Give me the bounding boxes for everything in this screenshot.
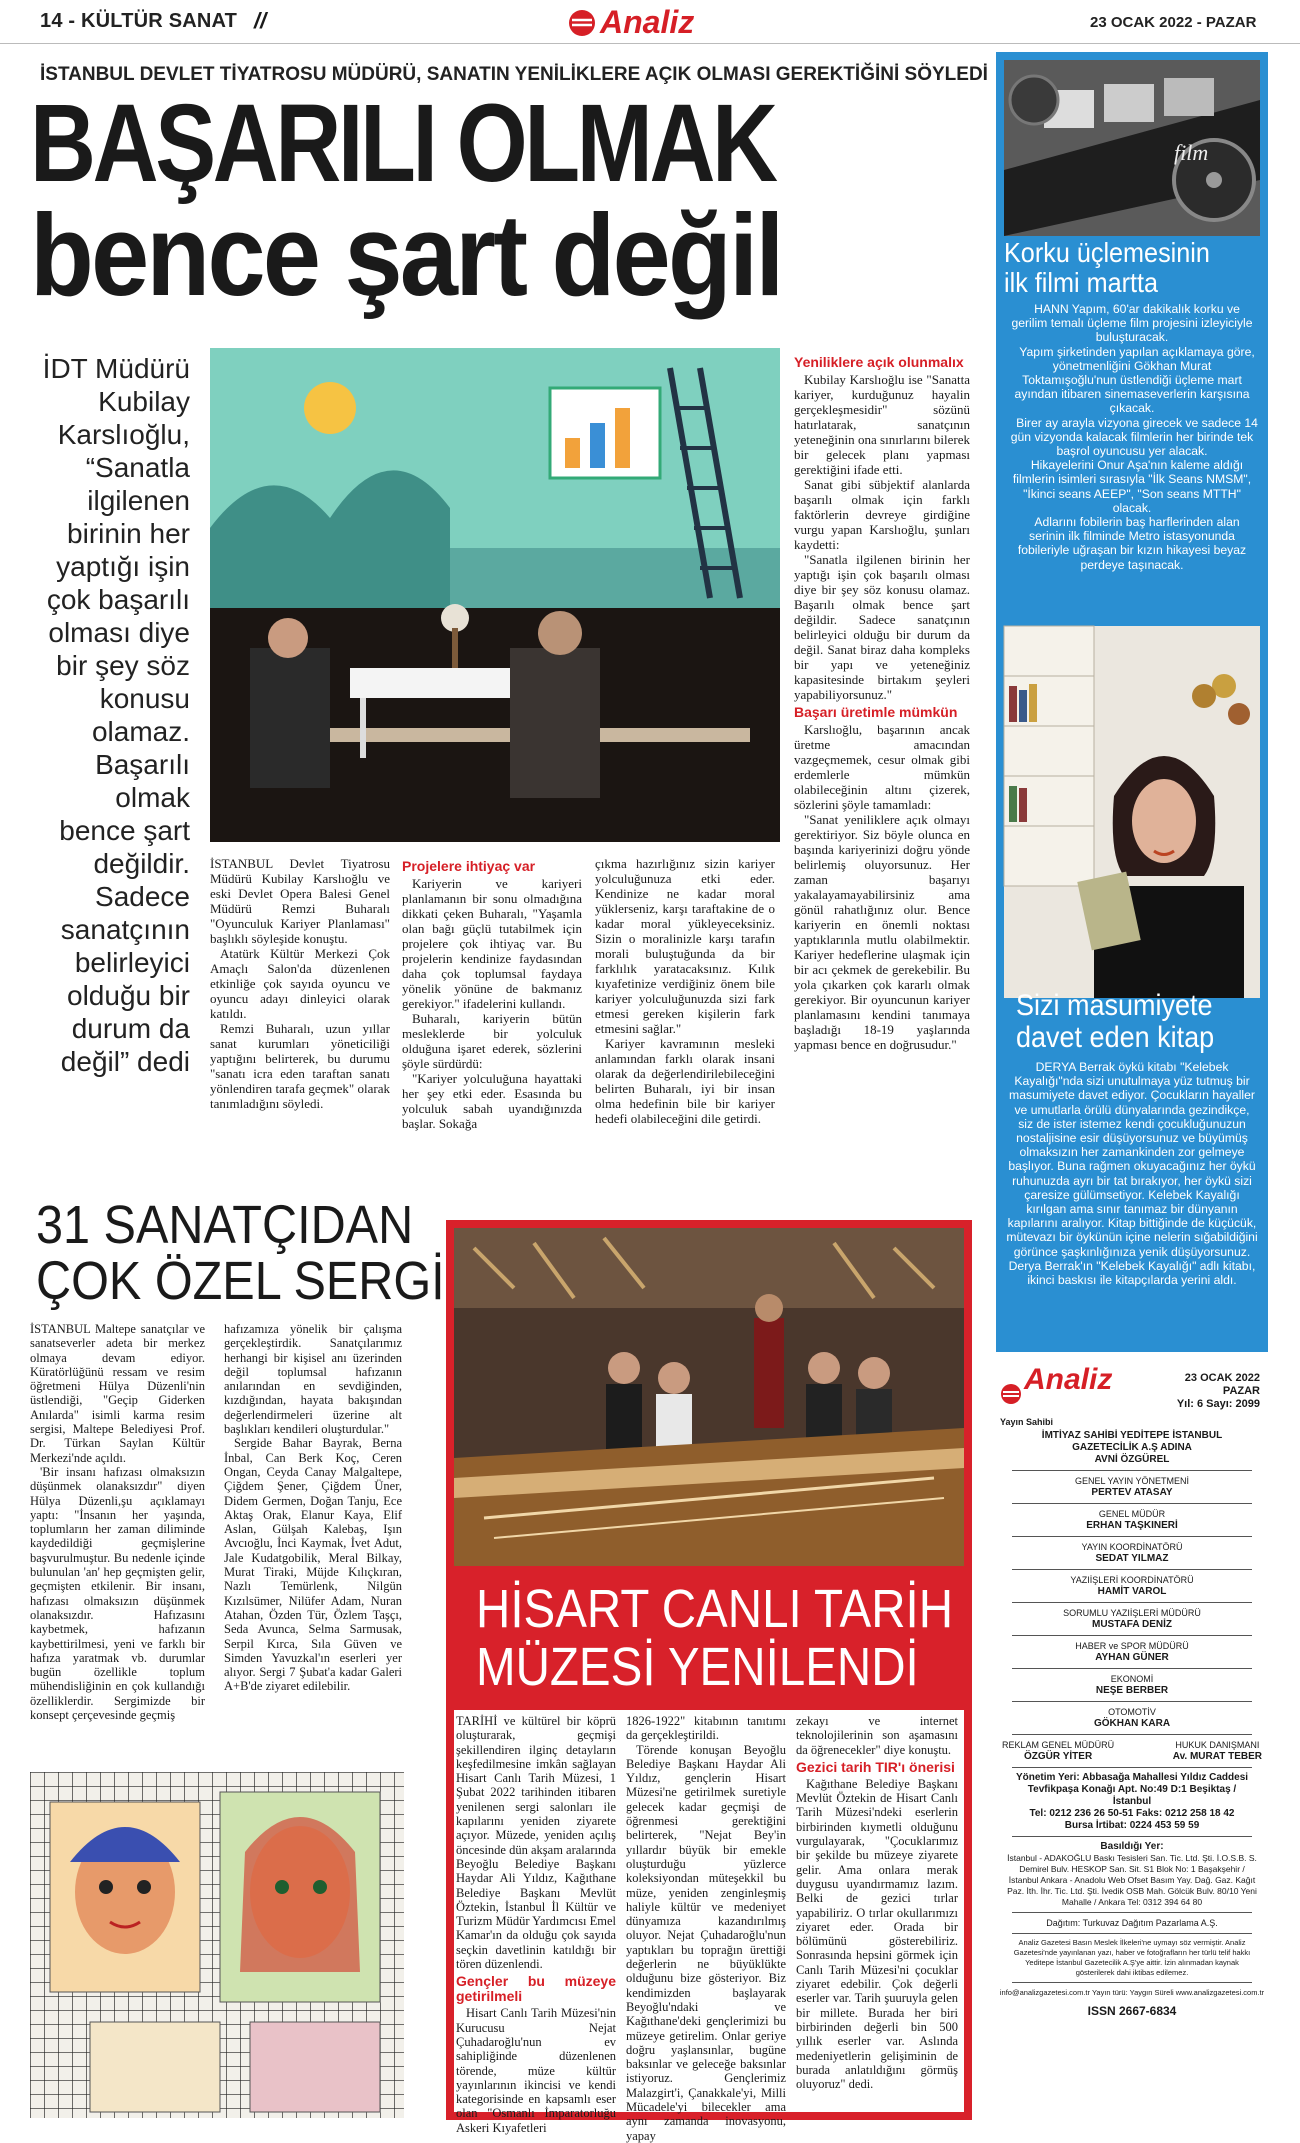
museum-headline-1: HİSART CANLI TARİH [476,1579,954,1639]
lead-col4-p5: "Sanat yeniliklere açık olmayı gerektiriyor. Siz böyle olunca en başında kariyerinizi doğru yönde belirlemiş oluyorsunuz. Her zaman başarıyı yakalayamayabilirsiniz ama gönül rahatlığınız olur. Bence kariyerin en önemli noktası yaptıklarınla mutlu olabilmektir. Kariyer hedeflerine ulaşmak için bir acı çekmek de gerekebilir. Bu yola çıkarken çok kararlı olmak gerekiyor. Bir oyuncunun kariyer planlamasını kendini tanımaya başladığı 18-19 yaşlarında yapması bence en doğrusudur." [794,812,970,1052]
lead-col2-p1: Kariyerin ve kariyeri planlamanın bir sonu olmadığına dikkati çeken Buharalı, "Yaşamla olan bağı güçlü tutabilmek için projelere çok ihtiyaç var. Bu projelerin kendinize faydasından daha çok toplumsal faydaya yönelik yönüne de bakmanız gerekiyor." ifadelerini kullandı. [402,876,582,1011]
masthead-role: SORUMLU YAZIİŞLERİ MÜDÜRÜ [1063,1608,1201,1618]
masthead-role-name: HAMİT VAROL [1097,1586,1167,1597]
masthead-owner-name: AVNİ ÖZGÜREL [1094,1454,1170,1465]
masthead-bursa: Bursa İrtibat: 0224 453 59 59 [1064,1820,1200,1831]
masthead-role: GENEL MÜDÜR [1098,1509,1166,1519]
sidebar-text1-p3: Birer ay arayla vizyona girecek ve sadece 14 gün vizyonda kalacak filmlerin her birinde tek başrol oyuncusu yer alacak. [1010,415,1258,459]
masthead-role: YAYIN KOORDİNATÖRÜ [1081,1542,1183,1552]
lead-col2-p3: "Kariyer yolculuğuna hayattaki her şey etki eder. Esasında bu yolculuk sabah uyandığınızda başlar. Sokağa [402,1071,582,1131]
sidebar [996,52,1268,1352]
museum-col1-p2: Hisart Canlı Tarih Müzesi'nin Kurucusu Nejat Çuhadaroğlu'nun ev sahipliğinde düzenlenen törende, müze kültür yayınlarının ikincisi ve kendi kategorisinde en kapsamlı eser olan "Osmanlı İmparatorluğu Askeri Kıyafetleri [456,2006,616,2135]
film-reel-image [1004,60,1260,236]
masthead-adv-role: REKLAM GENEL MÜDÜRÜ [1002,1740,1115,1750]
museum-subhead-truck: Gezici tarih TIR'ı önerisi [796,1758,955,1775]
sidebar-headline-3: Sizi masumiyete [1016,989,1213,1022]
museum-box [446,1220,972,2143]
masthead-print-label: Basıldığı Yer: [1100,1841,1164,1852]
masthead-role-name: PERTEV ATASAY [1091,1487,1173,1498]
masthead-day: PAZAR [1222,1385,1260,1397]
masthead-distribution: Dağıtım: Turkuvaz Dağıtım Pazarlama A.Ş. [1046,1918,1218,1928]
masthead-role-name: GÖKHAN KARA [1093,1718,1171,1729]
sidebar-headline-2: ilk filmi martta [1004,267,1159,298]
lead-col1-p3: Remzi Buharalı, uzun yıllar sanat kurumları yöneticiliği yaptığını belirterek, bu durumu "sanatı icra eden taraftan sanatı yönlendiren tarafa geçmek" olarak tanımladığını söyledi. [210,1021,390,1111]
lead-headline-2: bence şart değil [30,190,782,320]
expo-col1-p2: 'Bir insanı hafızası olmaksızın düşünmek olanaksızdır" diyen Hülya Düzenli,şu açıklamayı yaptı: "İnsanın her yaşında, toplumların her zaman diliminde kaydedildiği geçmişlerine başvurulmuştur. Bu nedenle içinde bulunulan 'an' hep geçmişten gelir, geçmişten etkilenir. Bir insanı, hafızası olmaksızın düşünmek olanaksızdır. Hafızasını kaybetmek, hafızanın kaybettirilmesi, yeni ve farklı bir hafıza yaratmak vb. durumlar bugün özellikle toplum mühendisliğinin en çok kullandığı özelliklerdir. Sergimizde bir konsept çerçevesinde geçmiş [30,1464,205,1723]
lead-col1-p2: Atatürk Kültür Merkezi Çok Amaçlı Salon'da düzenlenen etkinliğe çok sayıda oyuncu ve oyuncu adayı dinleyici olarak katıldı. [210,946,390,1021]
expo-headline-1: 31 SANATÇIDAN [36,1195,414,1255]
expo-column-2 [224,1322,402,1762]
lead-col1-p1: İSTANBUL Devlet Tiyatrosu Müdürü Kubilay Karslıoğlu ve eski Devlet Opera Balesi Genel Müdürü Remzi Buharalı "Oyunculuk Kariyer Planlaması" başlıklı söyleşide konuştu. [210,856,390,946]
masthead-issue: Yıl: 6 Sayı: 2099 [1176,1398,1260,1410]
masthead-address: Yönetim Yeri: Abbasağa Mahallesi Yıldız Caddesi Tevfikpaşa Konağı Apt. No:49 D:1 Beşiktaş /İstanbul [1015,1772,1249,1807]
masthead [996,1363,1268,2128]
sidebar-text1-p2: Yapım şirketinden yapılan açıklamaya göre, yönetmenliğini Gökhan Murat Toktamışoğlu'nun üstlendiği üçleme mart ayından itibaren sinemaseverlerin karşısına çıkacak. [1014,344,1255,416]
expo-headline-2: ÇOK ÖZEL SERGİ [36,1251,445,1311]
masthead-logo: Analiz [1024,1363,1113,1396]
museum-col2-p2: Törende konuşan Beyoğlu Belediye Başkanı Haydar Ali Yıldız, gençlerin Hisart Müzesi'ne getirilmek suretiyle gelecek kadar geçmişi de öğrenmesi gerektiğini belirterek, "Nejat Bey'in yıllardır büyük bir emekle oluşturduğu yüzlerce koleksiyondan müteşekkil bu müze, yeniden zenginleşmiş haliyle kültür ve medeniyet dünyamıza kazandırılmış oluyor. Nejat Çuhadaroğlu'nun yaptıkları bu toprağın ürettiği değerlerin ne büyüklükte olduğunu bize gösteriyor. Biz kendimizden başlayarak Beyoğlu'ndaki ve Kağıthane'deki gençlerimizi bu müzeye getirelim. Onlar geriye doğru yaşlansınlar, bugüne baksınlar ve geleceğe baksınlar istiyoruz. Gençlerimiz Malazgirt'i, Çanakkale'yi, Milli Mücadele'yi bilecekler ama aynı zamanda inovasyonu, yapay [626,1742,786,2143]
expo-photo [30,1772,404,2118]
lead-col3-p1: çıkma hazırlığınız sizin kariyer yolculuğunuza etki eder. Kendinize ne kadar moral yüklerseniz, karşı taraftakine de o kadar moral yükleyeceksiniz. Sizin o moralinizle karşı tarafın morali buluştuğunda da bir farklılık yaratacaksınız. Kılık kıyafetinize verdiğiniz önem bile kariyer yolculuğunuzda sizi fark etmesi gereken kişilerin fark etmesini sağlar." [595,856,775,1036]
masthead-owner-label: Yayın Sahibi [1000,1417,1054,1427]
masthead-logo-icon [1000,1382,1022,1406]
museum-subhead-youth: Gençler bu müzeye getirilmeli [456,1973,616,2005]
sidebar-text1-p4: Hikayelerini Onur Aşa'nın kaleme aldığı filmlerin isimleri sırasıyla "İlk Seans NMSM", "İkinci seans AEEP", "Son seans MTTH" olacak. [1012,458,1252,515]
masthead-role-name: AYHAN GÜNER [1095,1652,1169,1663]
masthead-role-name: NEŞE BERBER [1095,1685,1169,1696]
lead-col4-p4: Karslıoğlu, başarının ancak üretme amacından vazgeçmemek, cesur olmak gibi erdemlerle mümkün olabileceğinin altını çizerek, sözlerini şöyle tamamladı: [794,722,970,812]
lead-col3-p2: Kariyer kavramının mesleki anlamından farklı olarak insani olarak da değerlendirilebileceğini belirten Buharalı, iyi bir insan olma hedefinin bile bir kariyer hedefi olabileceğini dile getirdi. [595,1036,775,1126]
masthead-issn: ISSN 2667-6834 [1087,2004,1177,2018]
masthead-disclaimer: Analiz Gazetesi Basın Meslek İlkeleri'ne uymayı söz vermiştir. Analiz Gazetesi'nde yayınlanan yazı, haber ve fotoğrafların her türlü telif hakkı Yeditepe İstanbul Gazetecilik A.Ş'ye aittir. İzin alınmadan kaynak gösterilerek dahi iktibas edilemez. [1013,1938,1251,1977]
museum-col1-p1: TARİHİ ve kültürel bir köprü oluşturarak, geçmişi şekillendiren ilginç detayların keşfedilmesine imkân sağlayan Hisart Canlı Tarih Müzesi, 1 Şubat 2022 tarihinden itibaren yenilenen sergi salonları ile kapılarını yeniden ziyarete açıyor. Müzede, yeniden açılış öncesinde dün akşam aralarında Beyoğlu Belediye Başkanı Haydar Ali Yıldız, Kağıthane Belediye Başkanı Mevlüt Öztekin, İstanbul İl Kültür ve Turizm Müdür Yardımcısı Emel Kamar'ın da olduğu çok sayıda seçkin davetlinin katıldığı bir tören düzenlendi. [456,1714,617,1972]
masthead-footer: info@analizgazetesi.com.tr Yayın türü: Yaygın Süreli www.analizgazetesi.com.tr [999,1988,1265,1997]
lead-headline-1: BAŞARILI OLMAK [30,82,775,205]
museum-column-3 [796,1714,958,2110]
museum-col2-p1: 1826-1922" kitabının tanıtımı da gerçekleştirildi. [626,1714,786,1743]
museum-col3-p1: zekayı ve internet teknolojilerinin son aşamasını da öğrenecekler" diye konuştu. [796,1714,958,1757]
lead-subhead-success: Başarı üretimle mümkün [794,704,958,720]
film-label: film [1174,140,1209,165]
sidebar-text1-p5: Adlarını fobilerin baş harflerinden alan serinin ilk filminde Metro istasyonunda fobileriyle uğraşan bir kızın hikayesi beyaz perdeye taşınacak. [1017,515,1247,572]
expo-col2-p1: hafızamıza yönelik bir çalışma gerçekleştirdik. Sanatçılarımız herhangi bir kişisel anı üzerinden değil toplumsal hafızanın anılarından en sevdiğinden, kızdığından, hayata bakışından değerlendirmeleri üzerine alt başlıkları kendileri oluşturdular." [224,1322,402,1437]
masthead-role: GENEL YAYIN YÖNETMENİ [1074,1476,1190,1486]
masthead-role: YAZIİŞLERİ KOORDİNATÖRÜ [1070,1575,1194,1585]
lead-column-1 [210,856,390,1181]
lead-column-3 [595,856,775,1181]
masthead-adv-name: ÖZGÜR YİTER [1024,1751,1093,1762]
museum-col3-p2: Kağıthane Belediye Başkanı Mevlüt Öztekin de Hisart Canlı Tarih Müzesi'ndeki eserlerin birbirinden kıymetli olduğunu vurgulayarak, "Çocuklarımız bir şekilde bu müzeye ziyarete gelir. Ama onlara merak duygusu uyandırmamız lazım. Belki de gezici tırlar yapabiliriz. O tırlar okullarımızı ziyaret eder. Orada bir bölümünü gösterebiliriz. Sonrasında hepsini görmek için Canlı Tarih Müzesi'ni çocuklar ziyaret edebilir. Çok değerli eserler var. Tarih şuuruyla gelen bir millete. Burada her biri birbirinden değerli bin 500 yıllık eserler var. Aslında medeniyetlerin gelişiminin de burada anlatıldığını görmüş oluyoruz" dedi. [796,1776,958,2092]
author-photo [1004,626,1260,998]
lead-column-2 [402,856,582,1181]
page-header [0,0,1300,44]
logo-text: Analiz [600,4,695,40]
logo-mark-icon [568,8,596,38]
masthead-date: 23 OCAK 2022 [1184,1372,1260,1384]
lead-column-4 [794,352,970,1182]
expo-col2-p2: Sergide Bahar Bayrak, Berna İnbal, Can Berk Koç, Ceren Ongan, Ceyda Canay Malgaltepe, Çiğdem Şener, Çiğdem Üner, Didem Germen, Doğan Tanju, Ece Aktaş Orak, Elanur Kaya, Elif Aslan, Gülşah Kalebaş, Işın Avcıoğlu, İnci Kaymak, İvet Adut, Jale Kudatgobilik, Meral Bilkay, Murat Tiraki, Müjde Kılıçkıran, Nazlı Temürlenk, Nilgün Kızılsümer, Nilüfer Adam, Nuran Atahan, Özden Tür, Özlem Taşçı, Seda Avunca, Selma Sarmusak, Serpil Kırca, Sıla Güven ve Simden Yavuzkal'ın eserleri yer alıyor. Sergi 7 Şubat'a kadar Galeri A+B'de ziyaret edilebilir. [224,1436,402,1694]
lead-photo [210,348,780,842]
section-slash-icon: // [254,8,267,33]
masthead-print: İstanbul - ADAKOĞLU Baskı Tesisleri San. Tic. Ltd. Şti. İ.O.S.B. S. Demirel Bulv. HESKOP San. Sit. S1 Blok No: 1 Başakşehir / İstanbul Ankara - Anadolu Web Ofset Basım Yay. Dağ. Gaz. Kağıt Paz. İth. İhr. Tic. Ltd. Şti. İvedik OSB Mah. Gölcük Bulv. 80/10 Yeni Mahalle / Ankara Tel: 0312 394 64 80 [1007,1853,1257,1907]
masthead-role-name: SEDAT YILMAZ [1095,1553,1169,1564]
lead-col2-p2: Buharalı, kariyerin bütün mesleklerde bir yolculuk olduğuna işaret ederek, sözlerini şöyle sürdürdü: [402,1011,582,1071]
masthead-role: OTOMOTİV [1108,1707,1156,1717]
lead-kicker: İSTANBUL DEVLET TİYATROSU MÜDÜRÜ, SANATIN YENİLİKLERE AÇIK OLMASI GEREKTİĞİNİ SÖYLEDİ [40,64,988,85]
museum-headline-2: MÜZESİ YENİLENDİ [476,1637,919,1697]
sidebar-text2-p1: DERYA Berrak öykü kitabı "Kelebek Kayalığı"nda sizi unutulmaya yüz tutmuş bir masumiyete davet ediyor. Çocukların hayaller ve umutlarla örülü dünyalarında gezindikçe, siz de ister istemez kendi çocukluğunuzun nostaljisine esir düşüyorsunuz ve büyümüş olmaksızın her zamankinden zor gelmeye başlıyor. Buna rağmen okuyacağınız her öykü ruhunuzda ayrı bir tat bırakıyor, her öykü sizi çaresize gülümsetiyor. Kelebek Kayalığı kırılgan ama sınır tanımaz bir dünyanın kapılarını aralıyor. Kitap bittiğinde de küçücük, mütevazı bir öykünün içine nelerin sığabildiğini görünce şaşkınlığınıza yenik düşüyorsunuz. Derya Berrak'ın "Kelebek Kayalığı" adlı kitabı, ikinci baskısı ile kitapçılarda yerini aldı. [1006,1060,1258,1288]
lead-subhead-projects: Projelere ihtiyaç var [402,858,536,874]
sidebar-headline-1: Korku üçlemesinin [1004,237,1210,268]
expo-col1-p1: İSTANBUL Maltepe sanatçılar ve sanatseverler adeta bir merkez olmaya devam ediyor. Küratörlüğünü ressam ve resim öğretmeni Hülya Düzenli'nin üstlendiği, "Geçip Giderken Anılarda" isimli karma resim sergisi, Maltepe Belediyesi Prof. Dr. Türkan Saylan Kültür Merkezi'nde açıldı. [30,1322,205,1465]
masthead-role: EKONOMİ [1110,1674,1154,1684]
section-label: 14 - KÜLTÜR SANAT [40,10,238,32]
sidebar-text1-p1: HANN Yapım, 60'ar dakikalık korku ve gerilim temalı üçleme film projesini izleyiciyle buluşturacak. [1011,302,1253,345]
lead-col4-p3: "Sanatla ilgilenen birinin her yaptığı işin çok başarılı olması diye bir şey söz konusu olamaz. Başarılı olmak bence şart değildir. Sadece sanatçının belirleyici olduğu bir durum da değil. Sanat biraz daha kompleks bir yapı ve yeteneğiniz kapasitesinde birtakım şeyleri yapabiliyorsunuz." [794,552,970,702]
masthead-role: HABER ve SPOR MÜDÜRÜ [1075,1641,1189,1651]
museum-photo [454,1228,964,1566]
masthead-law-role: HUKUK DANIŞMANI [1175,1740,1260,1750]
sidebar-text-2 [1006,1060,1258,1346]
page-date: 23 OCAK 2022 - PAZAR [1090,14,1257,31]
museum-column-2 [626,1714,786,2143]
sidebar-headline-4: davet eden kitap [1016,1021,1215,1054]
museum-column-1 [456,1714,617,2135]
masthead-role-name: MUSTAFA DENİZ [1092,1619,1172,1630]
masthead-law-name: Av. MURAT TEBER [1172,1751,1262,1762]
sidebar-text-1 [1006,302,1258,672]
masthead-owner: İMTİYAZ SAHİBİ YEDİTEPE İSTANBUL GAZETECİLİK A.Ş ADINA [1041,1430,1223,1453]
lead-col4-p2: Sanat gibi sübjektif alanlarda başarılı olmak için farklı faktörlerin devreye girdiğine vurgu yapan Karslıoğlu, şunları kaydetti: [794,477,970,552]
lead-pull-quote: İDT Müdürü Kubilay Karslıoğlu, “Sanatla ilgilenen birinin her yaptığı işin çok başarılı olması diye bir şey söz konusu olamaz. Başarılı olmak bence şart değildir. Sadece sanatçının belirleyici olduğu bir durum da değil” dedi [42,353,190,1077]
lead-col4-p1: Kubilay Karslıoğlu ise "Sanatta kariyer, kurduğunuz hayalin gerçekleşmesidir" sözünü hatırlatarak, sanatçının yeteneğinin ona sınırlarını bilerek bir gelecek planı yapması gerektiğini ifade etti. [794,372,970,477]
expo-column-1 [30,1322,205,1762]
masthead-phone: Tel: 0212 236 26 50-51 Faks: 0212 258 18 42 [1029,1808,1235,1819]
masthead-role-name: ERHAN TAŞKINERİ [1086,1520,1178,1531]
lead-subhead-innovation: Yeniliklere açık olunmalıx [794,354,964,370]
